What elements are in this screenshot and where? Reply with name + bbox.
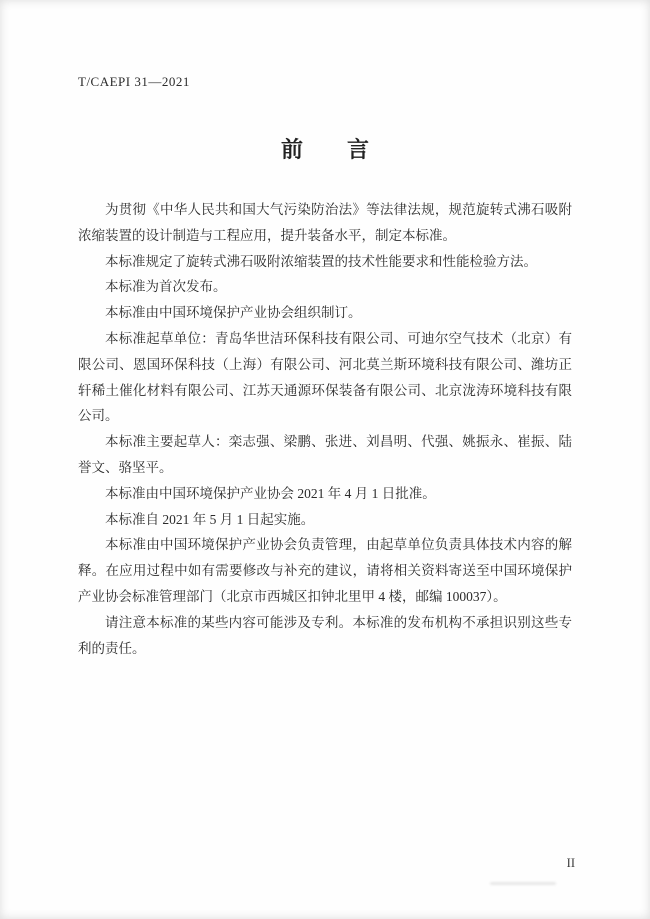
paragraph: 本标准起草单位：青岛华世洁环保科技有限公司、可迪尔空气技术（北京）有限公司、恩国环保科技（上海）有限公司、河北莫兰斯环境科技有限公司、潍坊正轩稀土催化材料有限公司、江苏天通源环保装备有限公司、北京泷涛环境科技有限公司。 [78,330,572,424]
standard-code-header: T/CAEPI 31—2021 [78,74,190,89]
page-title: 前 言 [280,137,369,162]
paragraph: 本标准由中国环境保护产业协会负责管理，由起草单位负责具体技术内容的解释。在应用过程中如有需要修改与补充的建议，请将相关资料寄送至中国环境保护产业协会标准管理部门（北京市西城区扣钟北里甲 4 楼，邮编 100037）。 [78,537,572,604]
scan-artifact [490,882,556,885]
paragraph: 本标准规定了旋转式沸石吸附浓缩装置的技术性能要求和性能检验方法。 [105,253,537,269]
paragraph: 本标准主要起草人：栾志强、梁鹏、张进、刘昌明、代强、姚振永、崔振、陆誉文、骆坚平。 [78,434,572,475]
paragraph: 为贯彻《中华人民共和国大气污染防治法》等法律法规，规范旋转式沸石吸附浓缩装置的设计制造与工程应用，提升装备水平，制定本标准。 [78,202,572,243]
paragraph: 请注意本标准的某些内容可能涉及专利。本标准的发布机构不承担识别这些专利的责任。 [78,614,572,656]
preface-body [78,197,572,661]
paragraph: 本标准为首次发布。 [105,279,227,295]
paragraph: 本标准由中国环境保护产业协会 2021 年 4 月 1 日批准。 [105,485,436,501]
paragraph: 本标准由中国环境保护产业协会组织制订。 [105,305,362,321]
page-number: II [566,856,575,870]
paragraph: 本标准自 2021 年 5 月 1 日起实施。 [105,511,315,527]
